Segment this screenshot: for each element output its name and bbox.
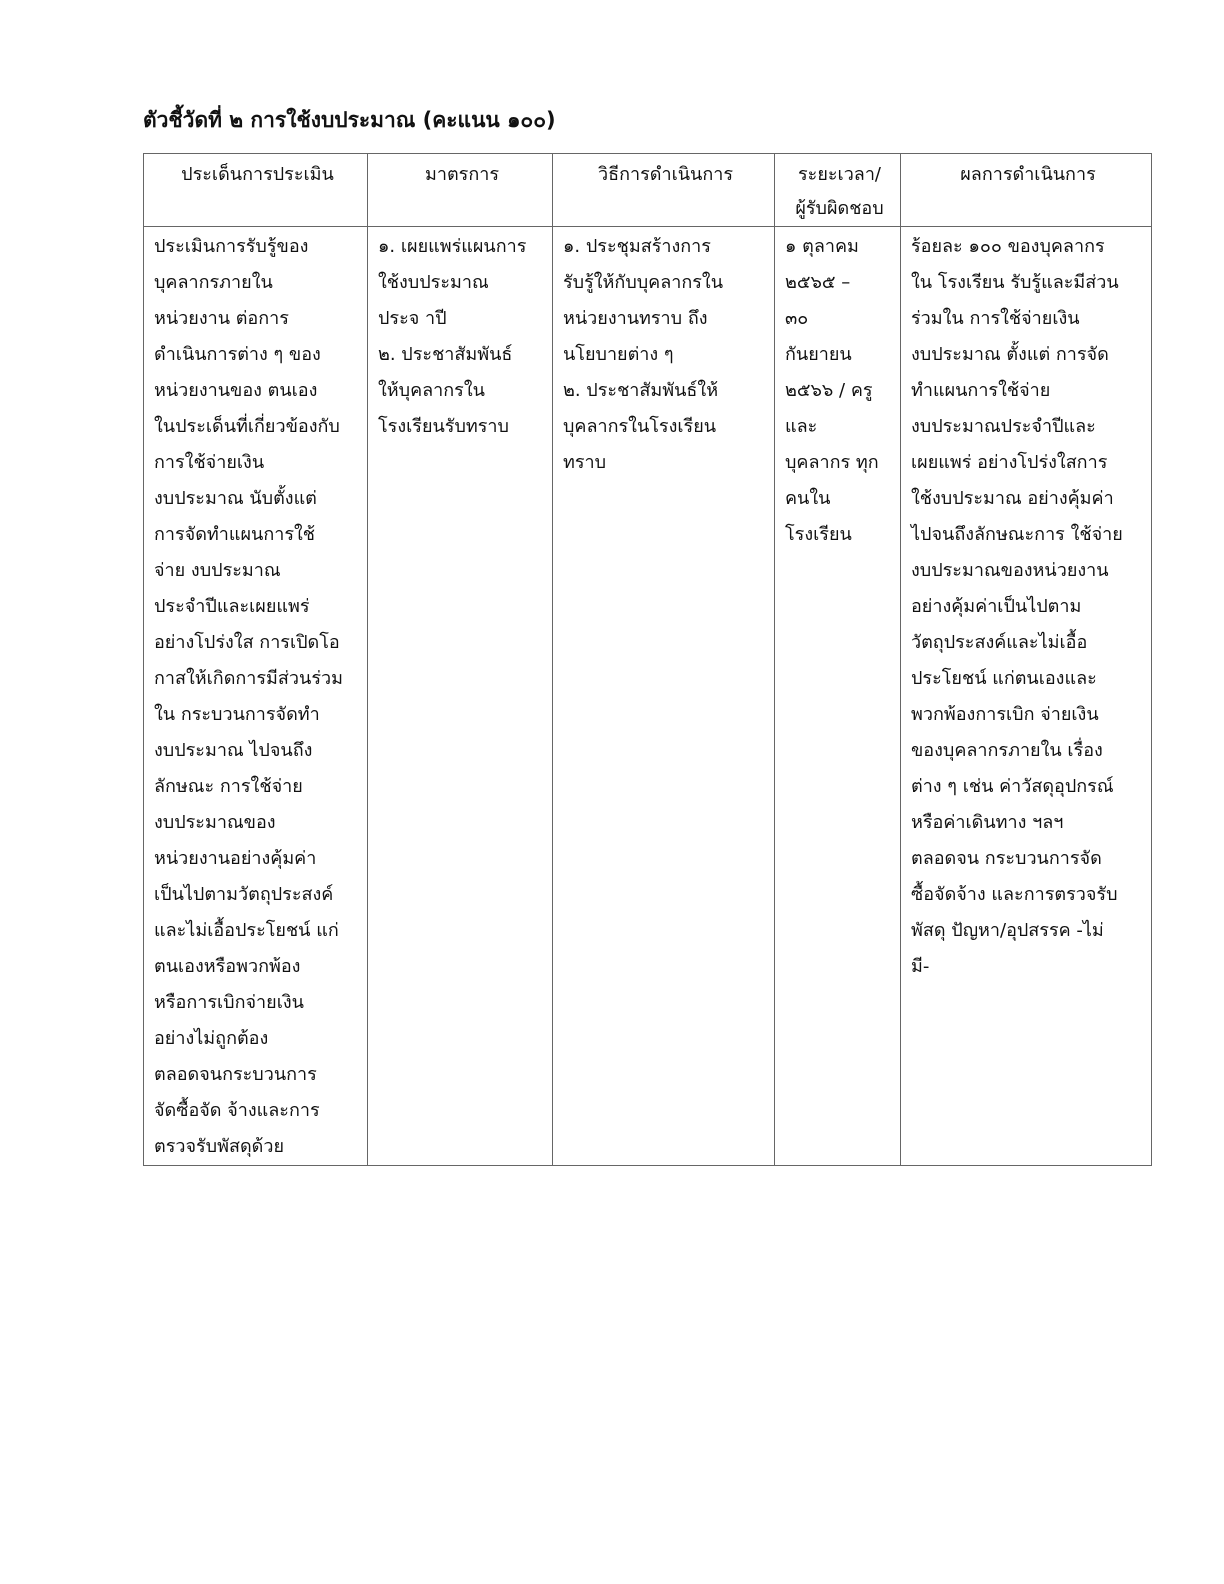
cell-line: เป็นไปตามวัตถุประสงค์ [154, 884, 334, 905]
table-row [144, 227, 1152, 1166]
cell-line: กาสให้เกิดการมีส่วนร่วม [154, 668, 343, 689]
cell-line: ใช้งบประมาณ [378, 272, 489, 293]
cell-line: การจัดทำแผนการใช้ [154, 524, 316, 545]
cell-line: จ่าย งบประมาณ [154, 560, 281, 581]
cell-line: กันยายน [785, 344, 852, 365]
header-period-responsible [775, 154, 901, 227]
table-header-row [144, 154, 1152, 227]
cell-line: อย่างคุ้มค่าเป็นไปตาม [911, 596, 1082, 617]
cell-line: ดำเนินการต่าง ๆ ของ [154, 344, 321, 365]
cell-line: หรือค่าเดินทาง ฯลฯ [911, 812, 1064, 833]
cell-line: งบประมาณ นับตั้งแต่ [154, 488, 317, 509]
header-line: ผู้รับผิดชอบ [795, 198, 884, 219]
cell-line: ตลอดจน กระบวนการจัด [911, 848, 1102, 869]
indicator-table [143, 153, 1152, 1166]
cell-line: ร้อยละ ๑๐๐ ของบุคลากร [911, 236, 1105, 257]
cell-line: มี- [911, 956, 930, 977]
cell-line: งบประมาณของหน่วยงาน [911, 560, 1109, 581]
cell-line: ร่วมใน การใช้จ่ายเงิน [911, 308, 1080, 329]
cell-line: ใช้งบประมาณ อย่างคุ้มค่า [911, 488, 1114, 509]
cell-line: งบประมาณของ [154, 812, 276, 833]
cell-line: ใน โรงเรียน รับรู้และมีส่วน [911, 272, 1119, 293]
cell-line: พวกพ้องการเบิก จ่ายเงิน [911, 704, 1099, 725]
cell-line: รับรู้ให้กับบุคลากรใน [563, 272, 724, 293]
cell-line: โรงเรียนรับทราบ [378, 416, 509, 437]
cell-line: งบประมาณ ตั้งแต่ การจัด [911, 344, 1109, 365]
cell-line: อย่างโปร่งใส การเปิดโอ [154, 632, 340, 653]
cell-line: ประจำปีและเผยแพร่ [154, 596, 310, 617]
cell-line: ให้บุคลากรใน [378, 380, 485, 401]
cell-line: งบประมาณ ไปจนถึง [154, 740, 313, 761]
cell-line: หน่วยงานทราบ ถึง [563, 308, 708, 329]
cell-line: การใช้จ่ายเงิน [154, 452, 265, 473]
cell-line: ต่าง ๆ เช่น ค่าวัสดุอุปกรณ์ [911, 776, 1114, 797]
cell-line: และไม่เอื้อประโยชน์ แก่ [154, 920, 339, 941]
cell-line: บุคลากร ทุก [785, 452, 879, 473]
cell-line: ทำแผนการใช้จ่าย [911, 380, 1051, 401]
cell-line: ตรวจรับพัสดุด้วย [154, 1136, 284, 1157]
header-methods [553, 154, 775, 227]
header-line: มาตรการ [424, 164, 499, 185]
cell-line: ไปจนถึงลักษณะการ ใช้จ่าย [911, 524, 1123, 545]
cell-line: ซื้อจัดจ้าง และการตรวจรับ [911, 884, 1118, 905]
cell-period-responsible [775, 227, 901, 1166]
cell-line: หน่วยงาน ต่อการ [154, 308, 289, 329]
header-measures [368, 154, 553, 227]
cell-line: งบประมาณประจำปีและ [911, 416, 1096, 437]
cell-line: ลักษณะ การใช้จ่าย [154, 776, 303, 797]
cell-assessment-issue [144, 227, 368, 1166]
header-line: ผลการดำเนินการ [960, 164, 1096, 185]
cell-line: วัตถุประสงค์และไม่เอื้อ [911, 632, 1088, 653]
cell-line: ประเมินการรับรู้ของ [154, 236, 309, 257]
cell-line: คนใน [785, 488, 831, 509]
header-results [901, 154, 1152, 227]
cell-line: ๑. เผยแพร่แผนการ [378, 236, 527, 257]
cell-line: ๑. ประชุมสร้างการ [563, 236, 711, 257]
cell-line: ตลอดจนกระบวนการ [154, 1064, 317, 1085]
cell-line: โรงเรียน [785, 524, 852, 545]
cell-line: ใน กระบวนการจัดทำ [154, 704, 320, 725]
header-assessment-issue [144, 154, 368, 227]
cell-line: อย่างไม่ถูกต้อง [154, 1028, 269, 1049]
header-line: ประเด็นการประเมิน [181, 164, 334, 185]
cell-line: ๓๐ [785, 308, 809, 329]
cell-line: ประจ าปี [378, 308, 447, 329]
cell-line: หน่วยงานอย่างคุ้มค่า [154, 848, 317, 869]
cell-line: ๒. ประชาสัมพันธ์ [378, 344, 513, 365]
cell-line: หรือการเบิกจ่ายเงิน [154, 992, 304, 1013]
header-line: ระยะเวลา/ [797, 164, 881, 185]
cell-measures [368, 227, 553, 1166]
cell-line: นโยบายต่าง ๆ [563, 344, 674, 365]
cell-line: ตนเองหรือพวกพ้อง [154, 956, 301, 977]
cell-line: พัสดุ ปัญหา/อุปสรรค -ไม่ [911, 920, 1104, 941]
cell-line: ทราบ [563, 452, 607, 473]
cell-line: เผยแพร่ อย่างโปร่งใสการ [911, 452, 1108, 473]
cell-line: และ [785, 416, 818, 437]
cell-line: ของบุคลากรภายใน เรื่อง [911, 740, 1103, 761]
cell-line: ในประเด็นที่เกี่ยวข้องกับ [154, 416, 340, 437]
cell-line: บุคลากรในโรงเรียน [563, 416, 717, 437]
cell-line: ๒๕๖๕ – [785, 272, 851, 293]
cell-line: ประโยชน์ แก่ตนเองและ [911, 668, 1097, 689]
cell-line: ๑ ตุลาคม [785, 236, 859, 257]
page-title: ตัวชี้วัดที่ ๒ การใช้งบประมาณ (คะแนน ๑๐๐) [143, 108, 556, 132]
cell-line: หน่วยงานของ ตนเอง [154, 380, 318, 401]
cell-line: ๒. ประชาสัมพันธ์ให้ [563, 380, 719, 401]
header-line: วิธีการดำเนินการ [598, 164, 733, 185]
cell-line: ๒๕๖๖ / ครู [785, 380, 873, 401]
cell-results [901, 227, 1152, 1166]
cell-line: บุคลากรภายใน [154, 272, 273, 293]
cell-methods [553, 227, 775, 1166]
cell-line: จัดซื้อจัด จ้างและการ [154, 1100, 320, 1121]
